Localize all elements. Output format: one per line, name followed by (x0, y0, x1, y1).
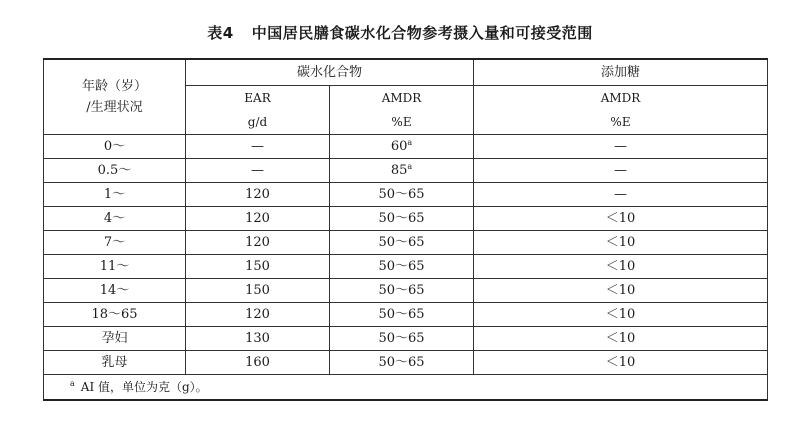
cell-age: 18～65 (44, 303, 186, 327)
cell-sugar: ＜10 (474, 207, 768, 231)
cell-ear: 120 (186, 207, 330, 231)
header-sugar-amdr-unit: %E (474, 110, 768, 135)
footnote-row (44, 375, 768, 401)
table-caption: 中国居民膳食碳水化合物参考摄入量和可接受范围 (251, 24, 593, 42)
cell-sugar: ＜10 (474, 303, 768, 327)
table-row (44, 207, 768, 231)
table-row (44, 279, 768, 303)
cell-age: 11～ (44, 255, 186, 279)
table-row (44, 255, 768, 279)
footnote-text: AI 值，单位为克（g）。 (80, 380, 208, 394)
header-age-line2: /生理状况 (86, 100, 143, 115)
table-row (44, 135, 768, 159)
cell-age: 14～ (44, 279, 186, 303)
cell-amdr (330, 159, 474, 183)
dri-table (43, 58, 768, 401)
cell-amdr: 50～65 (330, 231, 474, 255)
cell-age: 0.5～ (44, 159, 186, 183)
footnote-marker: a (70, 379, 75, 388)
cell-amdr (330, 135, 474, 159)
table-body (44, 135, 768, 401)
cell-ear: 130 (186, 327, 330, 351)
cell-amdr: 50～65 (330, 327, 474, 351)
cell-amdr: 50～65 (330, 183, 474, 207)
table-row (44, 183, 768, 207)
cell-amdr: 50～65 (330, 351, 474, 375)
cell-sugar: ＜10 (474, 351, 768, 375)
cell-age: 4～ (44, 207, 186, 231)
table-footnote (44, 375, 768, 401)
cell-amdr: 50～65 (330, 279, 474, 303)
cell-ear: 120 (186, 183, 330, 207)
cell-sugar: — (474, 159, 768, 183)
cell-age: 孕妇 (44, 327, 186, 351)
cell-ear: — (186, 135, 330, 159)
header-sugar-amdr: AMDR (474, 86, 768, 111)
header-group-sugar: 添加糖 (474, 59, 768, 86)
cell-ear: 160 (186, 351, 330, 375)
cell-amdr-value: 85 (390, 162, 408, 178)
table-row (44, 231, 768, 255)
cell-age: 1～ (44, 183, 186, 207)
table-header (44, 59, 768, 135)
cell-age: 乳母 (44, 351, 186, 375)
header-age-group (44, 59, 186, 135)
header-ear: EAR (186, 86, 330, 111)
table-row (44, 303, 768, 327)
footnote-marker: a (407, 137, 413, 147)
cell-ear: 120 (186, 303, 330, 327)
cell-sugar: ＜10 (474, 279, 768, 303)
footnote-marker: a (407, 161, 413, 171)
table-title (0, 22, 800, 43)
cell-sugar: ＜10 (474, 255, 768, 279)
cell-ear: — (186, 159, 330, 183)
cell-amdr: 50～65 (330, 255, 474, 279)
header-ear-unit: g/d (186, 110, 330, 135)
cell-sugar: — (474, 135, 768, 159)
cell-ear: 150 (186, 255, 330, 279)
header-amdr-unit: %E (330, 110, 474, 135)
table-row (44, 159, 768, 183)
cell-sugar: ＜10 (474, 231, 768, 255)
table-number: 表4 (207, 24, 234, 42)
header-age-line1: 年龄（岁） (81, 79, 147, 94)
table-row (44, 351, 768, 375)
cell-sugar: — (474, 183, 768, 207)
cell-age: 0～ (44, 135, 186, 159)
cell-amdr: 50～65 (330, 303, 474, 327)
header-amdr: AMDR (330, 86, 474, 111)
cell-ear: 150 (186, 279, 330, 303)
cell-age: 7～ (44, 231, 186, 255)
cell-amdr: 50～65 (330, 207, 474, 231)
cell-sugar: ＜10 (474, 327, 768, 351)
header-group-carb: 碳水化合物 (186, 59, 474, 86)
cell-ear: 120 (186, 231, 330, 255)
cell-amdr-value: 60 (390, 138, 408, 154)
table-row (44, 327, 768, 351)
